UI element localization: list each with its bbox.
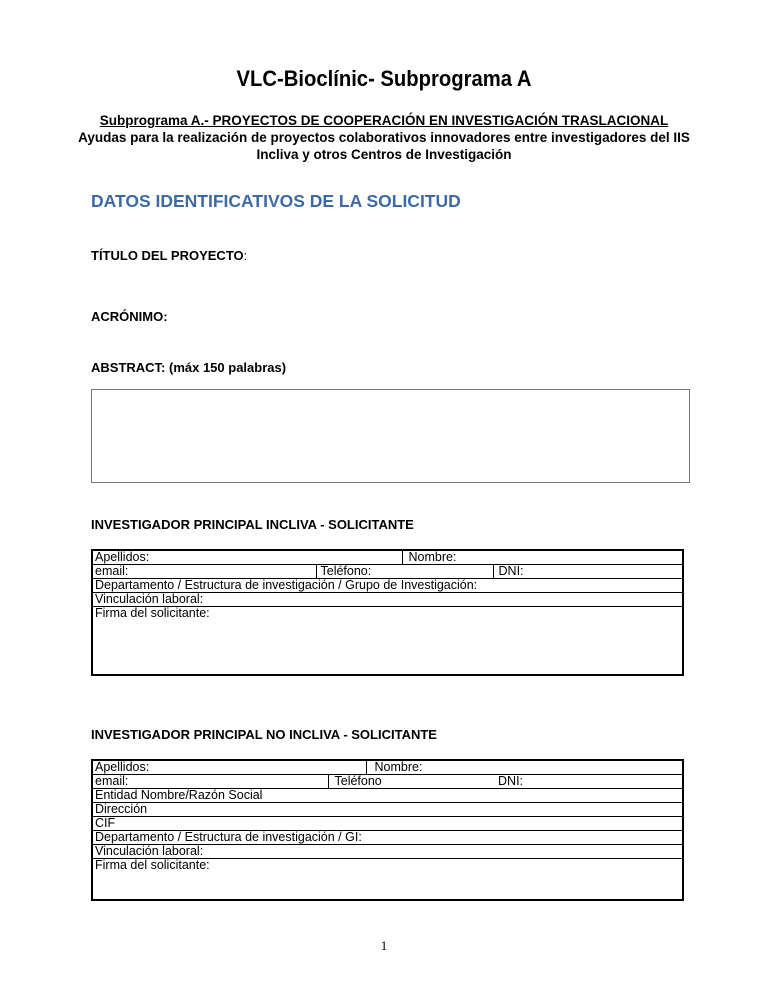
- incliva-departamento-field[interactable]: Departamento / Estructura de investigación / Grupo de Investigación:: [92, 579, 683, 593]
- subprogram-description-line1: Ayudas para la realización de proyectos colaborativos innovadores entre investigadores del IIS: [78, 130, 690, 145]
- no-incliva-dni-field[interactable]: DNI:: [493, 775, 683, 789]
- no-incliva-apellidos-field[interactable]: Apellidos:: [95, 760, 150, 774]
- page-number: 1: [380, 938, 388, 953]
- no-incliva-cif-field[interactable]: CIF: [92, 817, 683, 831]
- incliva-vinculacion-field[interactable]: Vinculación laboral:: [92, 593, 683, 607]
- incliva-firma-field[interactable]: Firma del solicitante:: [92, 607, 683, 676]
- project-title-label: [91, 248, 247, 263]
- project-title-label-text: TÍTULO DEL PROYECTO: [91, 248, 244, 263]
- no-incliva-direccion-field[interactable]: Dirección: [92, 803, 683, 817]
- acronym-label: ACRÓNIMO:: [91, 309, 168, 324]
- incliva-apellidos-field[interactable]: Apellidos:: [95, 550, 150, 564]
- incliva-telefono-field[interactable]: Teléfono:: [316, 565, 493, 579]
- incliva-dni-field[interactable]: DNI:: [493, 565, 683, 579]
- no-incliva-entidad-field[interactable]: Entidad Nombre/Razón Social: [92, 789, 683, 803]
- project-title-colon: :: [243, 248, 248, 263]
- no-incliva-departamento-field[interactable]: Departamento / Estructura de investigación / GI:: [92, 831, 683, 845]
- no-incliva-email-field[interactable]: email:: [92, 775, 328, 789]
- incliva-investigator-form: [91, 549, 684, 676]
- abstract-label: ABSTRACT: (máx 150 palabras): [91, 360, 287, 375]
- incliva-nombre-field[interactable]: Nombre:: [402, 550, 683, 565]
- incliva-email-field[interactable]: email:: [92, 565, 316, 579]
- subprogram-description-line2: Incliva y otros Centros de Investigación: [256, 147, 512, 162]
- section-title: DATOS IDENTIFICATIVOS DE LA SOLICITUD: [91, 191, 461, 211]
- no-incliva-firma-field[interactable]: Firma del solicitante:: [92, 859, 683, 901]
- document-title: VLC-Bioclínic- Subprograma A: [236, 66, 532, 91]
- no-incliva-telefono-field[interactable]: Teléfono: [328, 775, 493, 789]
- no-incliva-investigator-form: [91, 759, 684, 901]
- abstract-textbox[interactable]: [91, 389, 690, 483]
- no-incliva-investigator-heading: INVESTIGADOR PRINCIPAL NO INCLIVA - SOLICITANTE: [91, 727, 437, 742]
- incliva-investigator-heading: INVESTIGADOR PRINCIPAL INCLIVA - SOLICITANTE: [91, 517, 414, 532]
- no-incliva-vinculacion-field[interactable]: Vinculación laboral:: [92, 845, 683, 859]
- subprogram-heading: Subprograma A.- PROYECTOS DE COOPERACIÓN EN INVESTIGACIÓN TRASLACIONAL: [99, 113, 669, 128]
- no-incliva-nombre-field[interactable]: Nombre:: [366, 760, 683, 775]
